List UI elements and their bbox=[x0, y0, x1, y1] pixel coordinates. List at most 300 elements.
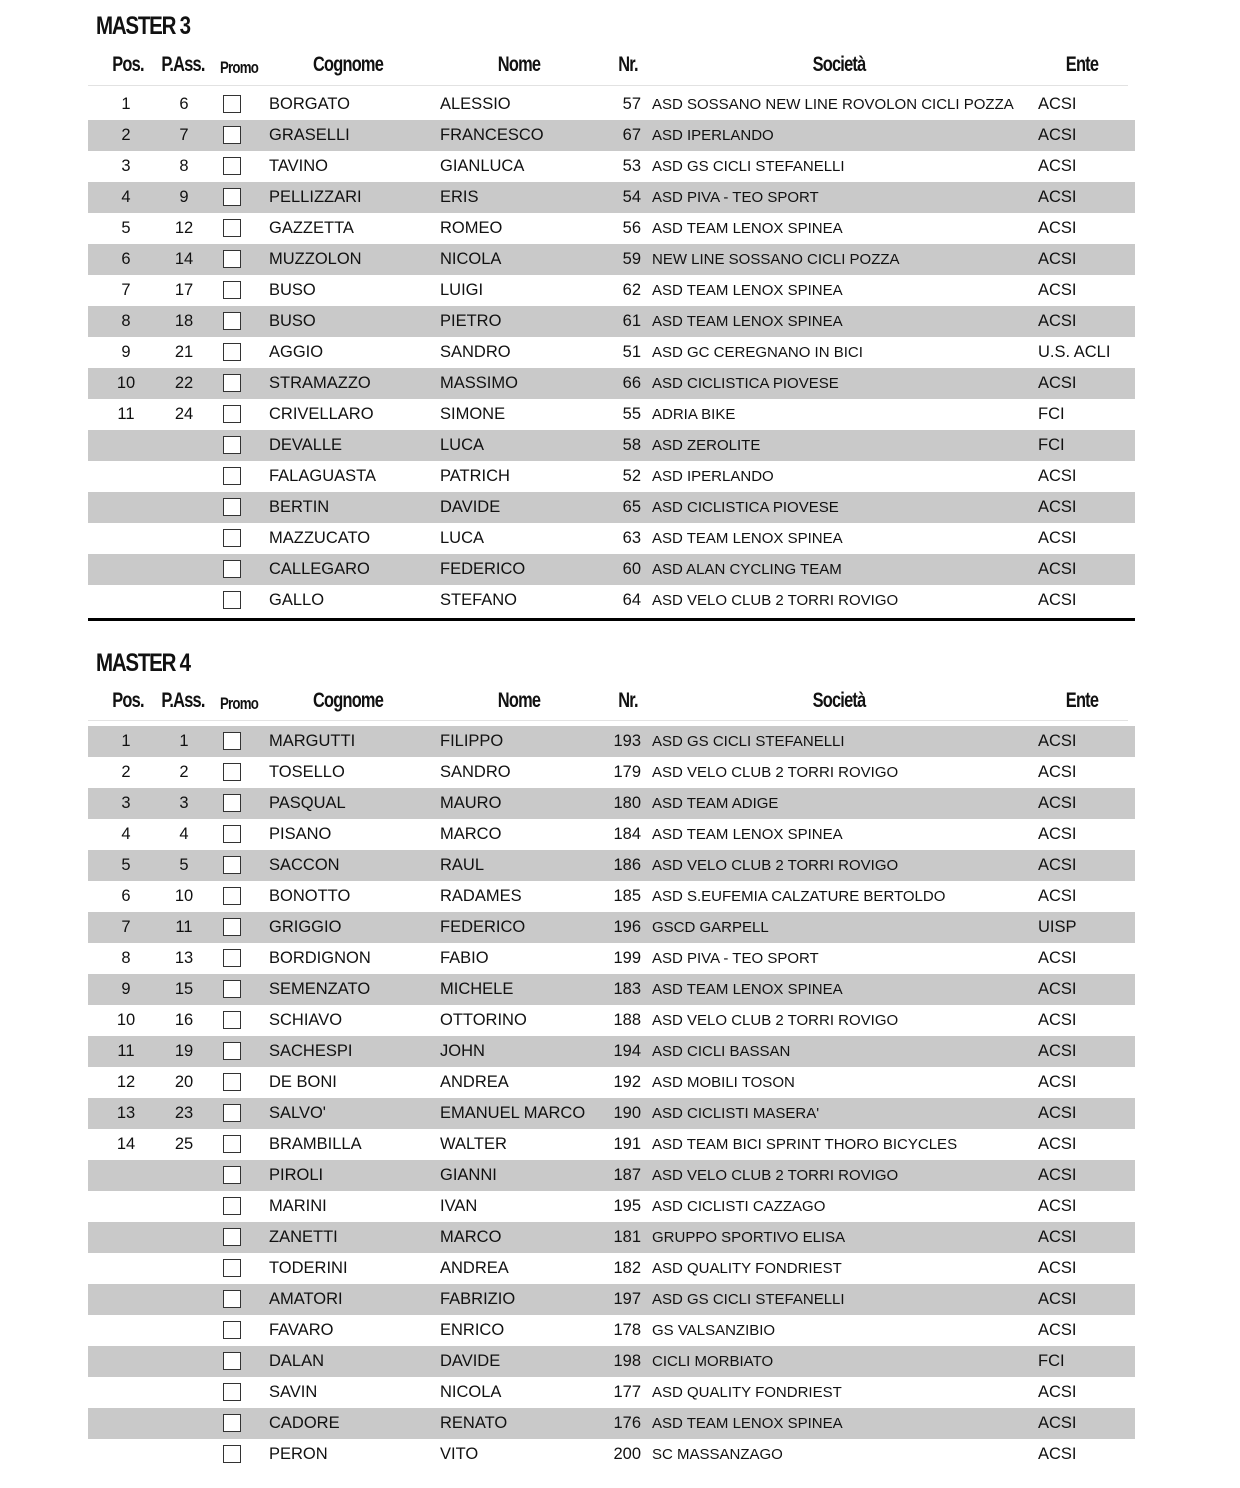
cell-nr: 179 bbox=[613, 763, 641, 781]
cell-societa: GSCD GARPELL bbox=[652, 919, 769, 936]
cell-societa: ASD ZEROLITE bbox=[652, 437, 761, 454]
cell-societa: ADRIA BIKE bbox=[652, 406, 736, 423]
cell-societa: ASD GC CEREGNANO IN BICI bbox=[652, 344, 863, 361]
table-row bbox=[88, 399, 1135, 430]
cell-societa: ASD TEAM LENOX SPINEA bbox=[652, 313, 843, 330]
cell-nome: MASSIMO bbox=[440, 374, 518, 392]
cell-ente: ACSI bbox=[1038, 281, 1077, 299]
table-row bbox=[88, 1315, 1135, 1346]
promo-checkbox[interactable] bbox=[223, 436, 241, 454]
cell-societa: ASD TEAM LENOX SPINEA bbox=[652, 220, 843, 237]
promo-checkbox[interactable] bbox=[223, 794, 241, 812]
cell-nome: LUCA bbox=[440, 529, 485, 547]
promo-checkbox[interactable] bbox=[223, 1104, 241, 1122]
cell-cognome: BUSO bbox=[269, 312, 316, 330]
promo-checkbox[interactable] bbox=[223, 126, 241, 144]
promo-checkbox[interactable] bbox=[223, 529, 241, 547]
cell-nome: FEDERICO bbox=[440, 918, 526, 936]
cell-nome: ANDREA bbox=[440, 1259, 509, 1277]
cell-nr: 182 bbox=[613, 1259, 641, 1277]
cell-nome: MAURO bbox=[440, 794, 502, 812]
cell-cognome: ZANETTI bbox=[269, 1228, 338, 1246]
cell-cognome: SCHIAVO bbox=[269, 1011, 343, 1029]
promo-checkbox[interactable] bbox=[223, 374, 241, 392]
cell-nr: 51 bbox=[622, 343, 641, 361]
cell-ente: ACSI bbox=[1038, 949, 1077, 967]
cell-cognome: BORDIGNON bbox=[269, 949, 371, 967]
cell-nome: STEFANO bbox=[440, 591, 518, 609]
cell-nome: FILIPPO bbox=[440, 732, 504, 750]
table-row bbox=[88, 788, 1135, 819]
promo-checkbox[interactable] bbox=[223, 281, 241, 299]
cell-nome: RADAMES bbox=[440, 887, 522, 905]
promo-checkbox[interactable] bbox=[223, 1414, 241, 1432]
promo-checkbox[interactable] bbox=[223, 732, 241, 750]
cell-societa: ASD VELO CLUB 2 TORRI ROVIGO bbox=[652, 1012, 899, 1029]
cell-societa: GRUPPO SPORTIVO ELISA bbox=[652, 1229, 846, 1246]
cell-nome: ENRICO bbox=[440, 1321, 505, 1339]
table-row bbox=[88, 430, 1135, 461]
table-row bbox=[88, 1253, 1135, 1284]
cell-nome: PIETRO bbox=[440, 312, 502, 330]
cell-cognome: STRAMAZZO bbox=[269, 374, 371, 392]
cell-pass: 14 bbox=[174, 250, 194, 268]
promo-checkbox[interactable] bbox=[223, 1073, 241, 1091]
promo-checkbox[interactable] bbox=[223, 157, 241, 175]
cell-ente: ACSI bbox=[1038, 1228, 1077, 1246]
cell-societa: ASD VELO CLUB 2 TORRI ROVIGO bbox=[652, 764, 899, 781]
cell-cognome: PASQUAL bbox=[269, 794, 346, 812]
promo-checkbox[interactable] bbox=[223, 1445, 241, 1463]
cell-ente: ACSI bbox=[1038, 856, 1077, 874]
cell-pass: 15 bbox=[174, 980, 194, 998]
cell-cognome: SACCON bbox=[269, 856, 340, 874]
cell-pos: 12 bbox=[116, 1073, 136, 1091]
cell-societa: ASD ALAN CYCLING TEAM bbox=[652, 561, 842, 578]
cell-nr: 197 bbox=[613, 1290, 641, 1308]
cell-ente: ACSI bbox=[1038, 560, 1077, 578]
table-row bbox=[88, 1346, 1135, 1377]
col-header-nome: Nome bbox=[497, 689, 541, 712]
table-header bbox=[88, 53, 1135, 83]
cell-nr: 192 bbox=[613, 1073, 641, 1091]
cell-nr: 60 bbox=[622, 560, 641, 578]
table-row bbox=[88, 461, 1135, 492]
cell-cognome: GAZZETTA bbox=[269, 219, 354, 237]
promo-checkbox[interactable] bbox=[223, 467, 241, 485]
cell-pos: 8 bbox=[121, 949, 131, 967]
cell-nr: 55 bbox=[622, 405, 641, 423]
cell-cognome: SACHESPI bbox=[269, 1042, 353, 1060]
table-bottom-rule bbox=[88, 618, 1135, 621]
cell-nr: 194 bbox=[613, 1042, 641, 1060]
cell-cognome: GRASELLI bbox=[269, 126, 350, 144]
cell-nome: SIMONE bbox=[440, 405, 506, 423]
cell-nr: 62 bbox=[622, 281, 641, 299]
cell-ente: ACSI bbox=[1038, 467, 1077, 485]
cell-nome: DAVIDE bbox=[440, 1352, 501, 1370]
cell-cognome: PERON bbox=[269, 1445, 328, 1463]
table-row bbox=[88, 757, 1135, 788]
cell-cognome: PISANO bbox=[269, 825, 332, 843]
cell-pos: 5 bbox=[121, 856, 131, 874]
cell-cognome: CALLEGARO bbox=[269, 560, 370, 578]
cell-nr: 196 bbox=[613, 918, 641, 936]
cell-pass: 4 bbox=[179, 825, 189, 843]
promo-checkbox[interactable] bbox=[223, 1259, 241, 1277]
cell-societa: ASD PIVA - TEO SPORT bbox=[652, 950, 819, 967]
promo-checkbox[interactable] bbox=[223, 219, 241, 237]
cell-ente: ACSI bbox=[1038, 1135, 1077, 1153]
cell-nr: 59 bbox=[622, 250, 641, 268]
cell-pos: 7 bbox=[121, 918, 131, 936]
promo-checkbox[interactable] bbox=[223, 1290, 241, 1308]
cell-pass: 3 bbox=[179, 794, 189, 812]
table-row bbox=[88, 943, 1135, 974]
cell-nr: 191 bbox=[613, 1135, 641, 1153]
cell-cognome: FALAGUASTA bbox=[269, 467, 376, 485]
cell-pass: 2 bbox=[179, 763, 189, 781]
cell-societa: GS VALSANZIBIO bbox=[652, 1322, 776, 1339]
cell-cognome: PIROLI bbox=[269, 1166, 324, 1184]
cell-nome: WALTER bbox=[440, 1135, 507, 1153]
table-row bbox=[88, 585, 1135, 616]
cell-pos: 10 bbox=[116, 374, 136, 392]
cell-cognome: BUSO bbox=[269, 281, 316, 299]
promo-checkbox[interactable] bbox=[223, 1228, 241, 1246]
cell-nr: 178 bbox=[613, 1321, 641, 1339]
cell-societa: ASD VELO CLUB 2 TORRI ROVIGO bbox=[652, 1167, 899, 1184]
cell-nr: 181 bbox=[613, 1228, 641, 1246]
cell-societa: ASD TEAM BICI SPRINT THORO BICYCLES bbox=[652, 1136, 958, 1153]
cell-nr: 65 bbox=[622, 498, 641, 516]
cell-nome: JOHN bbox=[440, 1042, 485, 1060]
cell-nome: ROMEO bbox=[440, 219, 503, 237]
cell-pos: 13 bbox=[116, 1104, 136, 1122]
table-row bbox=[88, 850, 1135, 881]
promo-checkbox[interactable] bbox=[223, 498, 241, 516]
cell-pass: 16 bbox=[174, 1011, 194, 1029]
table-row bbox=[88, 554, 1135, 585]
cell-pass: 23 bbox=[174, 1104, 194, 1122]
cell-pass: 25 bbox=[174, 1135, 194, 1153]
cell-pos: 5 bbox=[121, 219, 131, 237]
cell-nr: 187 bbox=[613, 1166, 641, 1184]
cell-cognome: MARINI bbox=[269, 1197, 327, 1215]
cell-nr: 184 bbox=[613, 825, 641, 843]
section-title: MASTER 4 bbox=[96, 649, 190, 677]
results-table bbox=[88, 726, 1135, 1470]
cell-societa: ASD TEAM LENOX SPINEA bbox=[652, 826, 843, 843]
cell-nr: 67 bbox=[622, 126, 641, 144]
promo-checkbox[interactable] bbox=[223, 825, 241, 843]
header-divider bbox=[88, 85, 1128, 86]
table-row bbox=[88, 1222, 1135, 1253]
cell-nr: 180 bbox=[613, 794, 641, 812]
cell-pos: 1 bbox=[121, 95, 131, 113]
cell-nome: MARCO bbox=[440, 825, 502, 843]
cell-cognome: DEVALLE bbox=[269, 436, 343, 454]
table-row bbox=[88, 368, 1135, 399]
cell-ente: ACSI bbox=[1038, 529, 1077, 547]
cell-nome: LUCA bbox=[440, 436, 485, 454]
cell-cognome: BONOTTO bbox=[269, 887, 351, 905]
table-row bbox=[88, 1067, 1135, 1098]
promo-checkbox[interactable] bbox=[223, 856, 241, 874]
cell-pos: 14 bbox=[116, 1135, 136, 1153]
cell-nr: 199 bbox=[613, 949, 641, 967]
table-row bbox=[88, 1377, 1135, 1408]
col-header-promo: Promo bbox=[219, 694, 259, 713]
col-header-nome: Nome bbox=[497, 53, 541, 76]
cell-nr: 193 bbox=[613, 732, 641, 750]
table-row bbox=[88, 523, 1135, 554]
cell-pos: 11 bbox=[117, 405, 135, 423]
cell-cognome: MARGUTTI bbox=[269, 732, 356, 750]
promo-checkbox[interactable] bbox=[223, 763, 241, 781]
cell-societa: ASD CICLISTICA PIOVESE bbox=[652, 375, 839, 392]
promo-checkbox[interactable] bbox=[223, 405, 241, 423]
cell-pass: 12 bbox=[174, 219, 194, 237]
cell-cognome: MUZZOLON bbox=[269, 250, 362, 268]
section-title: MASTER 3 bbox=[96, 12, 190, 40]
cell-nome: NICOLA bbox=[440, 250, 502, 268]
cell-ente: ACSI bbox=[1038, 95, 1077, 113]
cell-nome: FABIO bbox=[440, 949, 489, 967]
table-row bbox=[88, 1129, 1135, 1160]
cell-ente: ACSI bbox=[1038, 1259, 1077, 1277]
promo-checkbox[interactable] bbox=[223, 887, 241, 905]
table-row bbox=[88, 213, 1135, 244]
cell-ente: ACSI bbox=[1038, 1104, 1077, 1122]
cell-nr: 58 bbox=[622, 436, 641, 454]
cell-societa: NEW LINE SOSSANO CICLI POZZA bbox=[652, 251, 900, 268]
cell-cognome: FAVARO bbox=[269, 1321, 334, 1339]
cell-ente: ACSI bbox=[1038, 887, 1077, 905]
cell-pass: 20 bbox=[174, 1073, 194, 1091]
cell-pass: 11 bbox=[175, 918, 193, 936]
col-header-nr: Nr. bbox=[618, 53, 638, 76]
cell-nr: 185 bbox=[613, 887, 641, 905]
cell-nr: 56 bbox=[622, 219, 641, 237]
table-row bbox=[88, 1098, 1135, 1129]
cell-societa: ASD TEAM LENOX SPINEA bbox=[652, 282, 843, 299]
cell-pass: 24 bbox=[174, 405, 194, 423]
promo-checkbox[interactable] bbox=[223, 1011, 241, 1029]
cell-pass: 21 bbox=[174, 343, 194, 361]
cell-ente: ACSI bbox=[1038, 219, 1077, 237]
col-header-pos: Pos. bbox=[112, 689, 144, 712]
cell-ente: ACSI bbox=[1038, 374, 1077, 392]
table-row bbox=[88, 1160, 1135, 1191]
cell-pass: 13 bbox=[174, 949, 194, 967]
cell-ente: ACSI bbox=[1038, 763, 1077, 781]
promo-checkbox[interactable] bbox=[223, 1166, 241, 1184]
cell-cognome: SALVO' bbox=[269, 1104, 326, 1122]
cell-ente: ACSI bbox=[1038, 1166, 1077, 1184]
cell-nr: 176 bbox=[613, 1414, 641, 1432]
promo-checkbox[interactable] bbox=[223, 312, 241, 330]
cell-nome: MICHELE bbox=[440, 980, 514, 998]
cell-nome: VITO bbox=[440, 1445, 479, 1463]
cell-pos: 3 bbox=[121, 794, 131, 812]
cell-nr: 190 bbox=[613, 1104, 641, 1122]
cell-nome: DAVIDE bbox=[440, 498, 501, 516]
col-header-promo: Promo bbox=[219, 58, 259, 77]
cell-nr: 183 bbox=[613, 980, 641, 998]
cell-ente: ACSI bbox=[1038, 1073, 1077, 1091]
cell-pos: 9 bbox=[121, 980, 131, 998]
cell-societa: ASD VELO CLUB 2 TORRI ROVIGO bbox=[652, 592, 899, 609]
col-header-cognome: Cognome bbox=[312, 53, 384, 76]
cell-cognome: TOSELLO bbox=[269, 763, 345, 781]
cell-pos: 2 bbox=[121, 763, 131, 781]
cell-societa: ASD GS CICLI STEFANELLI bbox=[652, 1291, 845, 1308]
table-row bbox=[88, 1439, 1135, 1470]
cell-societa: ASD CICLISTI MASERA' bbox=[652, 1105, 820, 1122]
cell-pos: 11 bbox=[117, 1042, 135, 1060]
table-header bbox=[88, 689, 1135, 719]
cell-societa: ASD MOBILI TOSON bbox=[652, 1074, 795, 1091]
cell-pos: 10 bbox=[116, 1011, 136, 1029]
cell-nome: SANDRO bbox=[440, 343, 511, 361]
promo-checkbox[interactable] bbox=[223, 918, 241, 936]
col-header-cognome: Cognome bbox=[312, 689, 384, 712]
table-row bbox=[88, 492, 1135, 523]
promo-checkbox[interactable] bbox=[223, 1197, 241, 1215]
promo-checkbox[interactable] bbox=[223, 949, 241, 967]
cell-cognome: CADORE bbox=[269, 1414, 340, 1432]
table-row bbox=[88, 120, 1135, 151]
cell-ente: ACSI bbox=[1038, 312, 1077, 330]
table-row bbox=[88, 337, 1135, 368]
cell-cognome: SAVIN bbox=[269, 1383, 318, 1401]
cell-societa: CICLI MORBIATO bbox=[652, 1353, 774, 1370]
promo-checkbox[interactable] bbox=[223, 591, 241, 609]
cell-societa: ASD SOSSANO NEW LINE ROVOLON CICLI POZZA bbox=[652, 96, 1014, 113]
table-row bbox=[88, 881, 1135, 912]
cell-pass: 17 bbox=[174, 281, 194, 299]
col-header-societa: Società bbox=[812, 53, 866, 76]
cell-nr: 195 bbox=[613, 1197, 641, 1215]
table-row bbox=[88, 182, 1135, 213]
cell-ente: ACSI bbox=[1038, 1011, 1077, 1029]
cell-ente: FCI bbox=[1038, 436, 1065, 454]
cell-nome: NICOLA bbox=[440, 1383, 502, 1401]
cell-nr: 54 bbox=[622, 188, 641, 206]
table-row bbox=[88, 1284, 1135, 1315]
cell-ente: ACSI bbox=[1038, 794, 1077, 812]
promo-checkbox[interactable] bbox=[223, 250, 241, 268]
table-row bbox=[88, 1191, 1135, 1222]
promo-checkbox[interactable] bbox=[223, 188, 241, 206]
cell-ente: ACSI bbox=[1038, 1445, 1077, 1463]
cell-ente: ACSI bbox=[1038, 1383, 1077, 1401]
table-row bbox=[88, 151, 1135, 182]
promo-checkbox[interactable] bbox=[223, 95, 241, 113]
cell-societa: ASD TEAM ADIGE bbox=[652, 795, 779, 812]
cell-ente: FCI bbox=[1038, 405, 1065, 423]
cell-ente: ACSI bbox=[1038, 825, 1077, 843]
col-header-ente: Ente bbox=[1065, 689, 1099, 712]
cell-nr: 198 bbox=[613, 1352, 641, 1370]
header-divider bbox=[88, 720, 1128, 721]
cell-societa: ASD CICLISTI CAZZAGO bbox=[652, 1198, 826, 1215]
cell-cognome: AMATORI bbox=[269, 1290, 343, 1308]
cell-nome: ANDREA bbox=[440, 1073, 509, 1091]
cell-pos: 4 bbox=[121, 825, 131, 843]
cell-nr: 186 bbox=[613, 856, 641, 874]
cell-nome: PATRICH bbox=[440, 467, 510, 485]
cell-societa: ASD CICLISTICA PIOVESE bbox=[652, 499, 839, 516]
table-row bbox=[88, 244, 1135, 275]
cell-cognome: GALLO bbox=[269, 591, 325, 609]
cell-nome: ERIS bbox=[440, 188, 479, 206]
cell-cognome: BERTIN bbox=[269, 498, 330, 516]
promo-checkbox[interactable] bbox=[223, 1352, 241, 1370]
cell-nome: IVAN bbox=[440, 1197, 478, 1215]
cell-pass: 19 bbox=[174, 1042, 194, 1060]
col-header-pos: Pos. bbox=[112, 53, 144, 76]
cell-societa: ASD CICLI BASSAN bbox=[652, 1043, 791, 1060]
cell-cognome: BRAMBILLA bbox=[269, 1135, 362, 1153]
cell-nr: 200 bbox=[613, 1445, 641, 1463]
cell-pos: 1 bbox=[121, 732, 131, 750]
cell-societa: ASD VELO CLUB 2 TORRI ROVIGO bbox=[652, 857, 899, 874]
promo-checkbox[interactable] bbox=[223, 343, 241, 361]
cell-pass: 10 bbox=[174, 887, 194, 905]
cell-cognome: GRIGGIO bbox=[269, 918, 342, 936]
cell-pos: 3 bbox=[121, 157, 131, 175]
cell-pass: 8 bbox=[179, 157, 189, 175]
promo-checkbox[interactable] bbox=[223, 1135, 241, 1153]
results-table bbox=[88, 89, 1135, 616]
promo-checkbox[interactable] bbox=[223, 560, 241, 578]
cell-societa: ASD TEAM LENOX SPINEA bbox=[652, 530, 843, 547]
cell-pos: 4 bbox=[121, 188, 131, 206]
table-row bbox=[88, 1408, 1135, 1439]
cell-pass: 6 bbox=[179, 95, 189, 113]
cell-societa: ASD QUALITY FONDRIEST bbox=[652, 1260, 842, 1277]
table-row bbox=[88, 912, 1135, 943]
table-row bbox=[88, 974, 1135, 1005]
cell-nome: GIANLUCA bbox=[440, 157, 525, 175]
cell-societa: ASD GS CICLI STEFANELLI bbox=[652, 733, 845, 750]
cell-ente: ACSI bbox=[1038, 1290, 1077, 1308]
cell-ente: ACSI bbox=[1038, 188, 1077, 206]
cell-cognome: DALAN bbox=[269, 1352, 325, 1370]
cell-societa: ASD GS CICLI STEFANELLI bbox=[652, 158, 845, 175]
cell-nome: RAUL bbox=[440, 856, 485, 874]
cell-pass: 9 bbox=[179, 188, 189, 206]
cell-nr: 63 bbox=[622, 529, 641, 547]
table-row bbox=[88, 819, 1135, 850]
promo-checkbox[interactable] bbox=[223, 1383, 241, 1401]
cell-nr: 57 bbox=[622, 95, 641, 113]
promo-checkbox[interactable] bbox=[223, 1321, 241, 1339]
cell-cognome: BORGATO bbox=[269, 95, 350, 113]
promo-checkbox[interactable] bbox=[223, 1042, 241, 1060]
cell-societa: ASD TEAM LENOX SPINEA bbox=[652, 981, 843, 998]
cell-nome: OTTORINO bbox=[440, 1011, 527, 1029]
promo-checkbox[interactable] bbox=[223, 980, 241, 998]
cell-nome: ALESSIO bbox=[440, 95, 511, 113]
cell-cognome: AGGIO bbox=[269, 343, 324, 361]
cell-ente: UISP bbox=[1038, 918, 1077, 936]
cell-nome: FEDERICO bbox=[440, 560, 526, 578]
cell-pos: 2 bbox=[121, 126, 131, 144]
table-row bbox=[88, 1036, 1135, 1067]
